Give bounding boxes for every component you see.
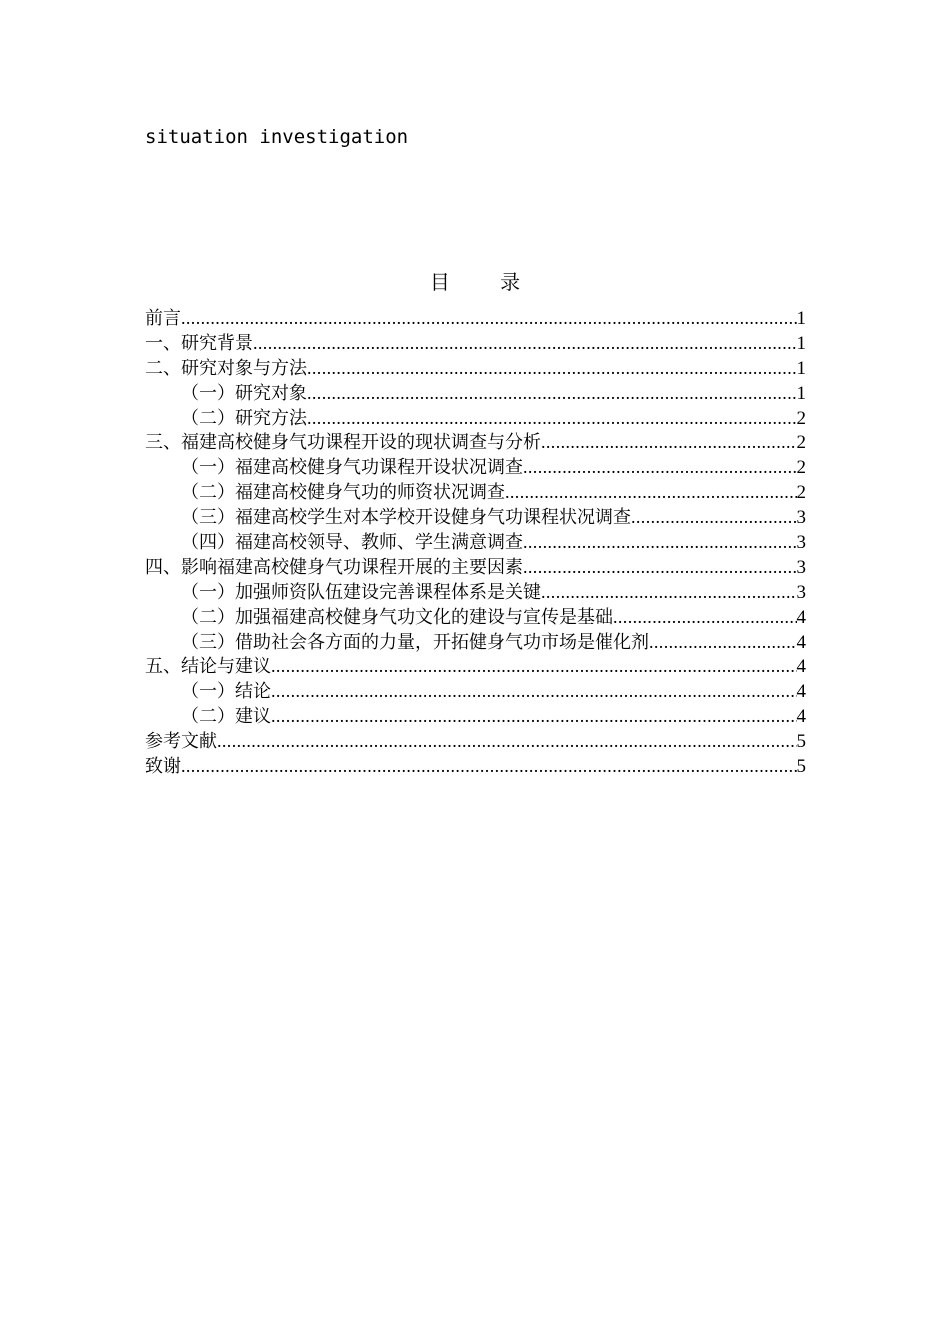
toc-subentry[interactable] <box>145 530 806 555</box>
toc-entry-label: 三、福建高校健身气功课程开设的现状调查与分析 <box>145 432 541 454</box>
toc-entry-page: 3 <box>796 581 806 603</box>
toc-entry[interactable] <box>145 754 806 779</box>
toc-entry-page: 3 <box>796 532 806 554</box>
toc-entry[interactable] <box>145 306 806 331</box>
toc-entry-page: 4 <box>796 606 806 628</box>
toc-entry-page: 5 <box>796 756 806 778</box>
toc-entry-page: 2 <box>796 432 806 454</box>
toc-subentry[interactable] <box>145 605 806 630</box>
toc-dot-leader <box>271 654 797 679</box>
toc-subentry[interactable] <box>145 630 806 655</box>
toc-entry-page: 2 <box>796 457 806 479</box>
toc-dot-leader <box>217 729 797 754</box>
toc-dot-leader <box>307 406 797 431</box>
toc-entry-page: 2 <box>796 482 806 504</box>
toc-entry-page: 4 <box>796 706 806 728</box>
toc-dot-leader <box>307 381 797 406</box>
toc-dot-leader <box>523 555 797 580</box>
toc-entry[interactable] <box>145 356 806 381</box>
keywords-continuation: situation investigation <box>145 126 409 148</box>
toc-entry-page: 1 <box>796 332 806 354</box>
toc-entry-label: （二）加强福建高校健身气功文化的建设与宣传是基础 <box>181 606 613 628</box>
toc-entry[interactable] <box>145 430 806 455</box>
toc-entry-label: （二）福建高校健身气功的师资状况调查 <box>181 482 505 504</box>
toc-entry-page: 1 <box>796 357 806 379</box>
toc-entry[interactable] <box>145 555 806 580</box>
toc-dot-leader <box>649 630 797 655</box>
toc-dot-leader <box>253 331 797 356</box>
toc-entry-label: 一、研究背景 <box>145 332 253 354</box>
toc-entry-page: 5 <box>796 731 806 753</box>
toc-entry[interactable] <box>145 729 806 754</box>
toc-entry-page: 1 <box>796 382 806 404</box>
toc-dot-leader <box>523 530 797 555</box>
toc-subentry[interactable] <box>145 406 806 431</box>
toc-entry-page: 1 <box>796 308 806 329</box>
toc-entry-page: 3 <box>796 507 806 529</box>
toc-entry-label: （三）福建高校学生对本学校开设健身气功课程状况调查 <box>181 507 631 529</box>
toc-subentry[interactable] <box>145 704 806 729</box>
toc-dot-leader <box>631 505 797 530</box>
toc-dot-leader <box>523 455 797 480</box>
toc-dot-leader <box>181 754 797 779</box>
toc-entry-label: （四）福建高校领导、教师、学生满意调查 <box>181 532 523 554</box>
toc-subentry[interactable] <box>145 580 806 605</box>
toc-subentry[interactable] <box>145 455 806 480</box>
toc-entry-label: 五、结论与建议 <box>145 656 271 678</box>
toc-subentry[interactable] <box>145 381 806 406</box>
toc-dot-leader <box>505 480 797 505</box>
toc-entry-label: 前言 <box>145 308 181 329</box>
toc-dot-leader <box>613 605 797 630</box>
toc-entry[interactable] <box>145 331 806 356</box>
toc-dot-leader <box>541 430 797 455</box>
toc-entry-label: （一）结论 <box>181 681 271 703</box>
toc-title: 目 录 <box>429 270 543 294</box>
toc-dot-leader <box>271 679 797 704</box>
toc-entry-label: （一）加强师资队伍建设完善课程体系是关键 <box>181 581 541 603</box>
toc-subentry[interactable] <box>145 505 806 530</box>
toc-dot-leader <box>181 306 797 331</box>
toc-entry-page: 2 <box>796 407 806 429</box>
toc-entry-label: （一）研究对象 <box>181 382 307 404</box>
toc-dot-leader <box>307 356 797 381</box>
toc-entry-label: （二）研究方法 <box>181 407 307 429</box>
toc-entry-label: 四、影响福建高校健身气功课程开展的主要因素 <box>145 556 523 578</box>
toc-entry-page: 3 <box>796 556 806 578</box>
toc-entry-page: 4 <box>796 656 806 678</box>
toc-entry-page: 4 <box>796 631 806 653</box>
toc-subentry[interactable] <box>145 480 806 505</box>
toc-subentry[interactable] <box>145 679 806 704</box>
toc-entry-label: 二、研究对象与方法 <box>145 357 307 379</box>
toc-entry-label: （二）建议 <box>181 706 271 728</box>
toc-entry-label: 参考文献 <box>145 731 217 753</box>
toc-dot-leader <box>271 704 797 729</box>
toc-entry[interactable] <box>145 654 806 679</box>
toc-entry-label: 致谢 <box>145 756 181 778</box>
toc-entry-label: （一）福建高校健身气功课程开设状况调查 <box>181 457 523 479</box>
toc-dot-leader <box>541 580 797 605</box>
toc-entry-label: （三）借助社会各方面的力量，开拓健身气功市场是催化剂 <box>181 631 649 653</box>
toc-entry-page: 4 <box>796 681 806 703</box>
table-of-contents <box>145 306 806 779</box>
